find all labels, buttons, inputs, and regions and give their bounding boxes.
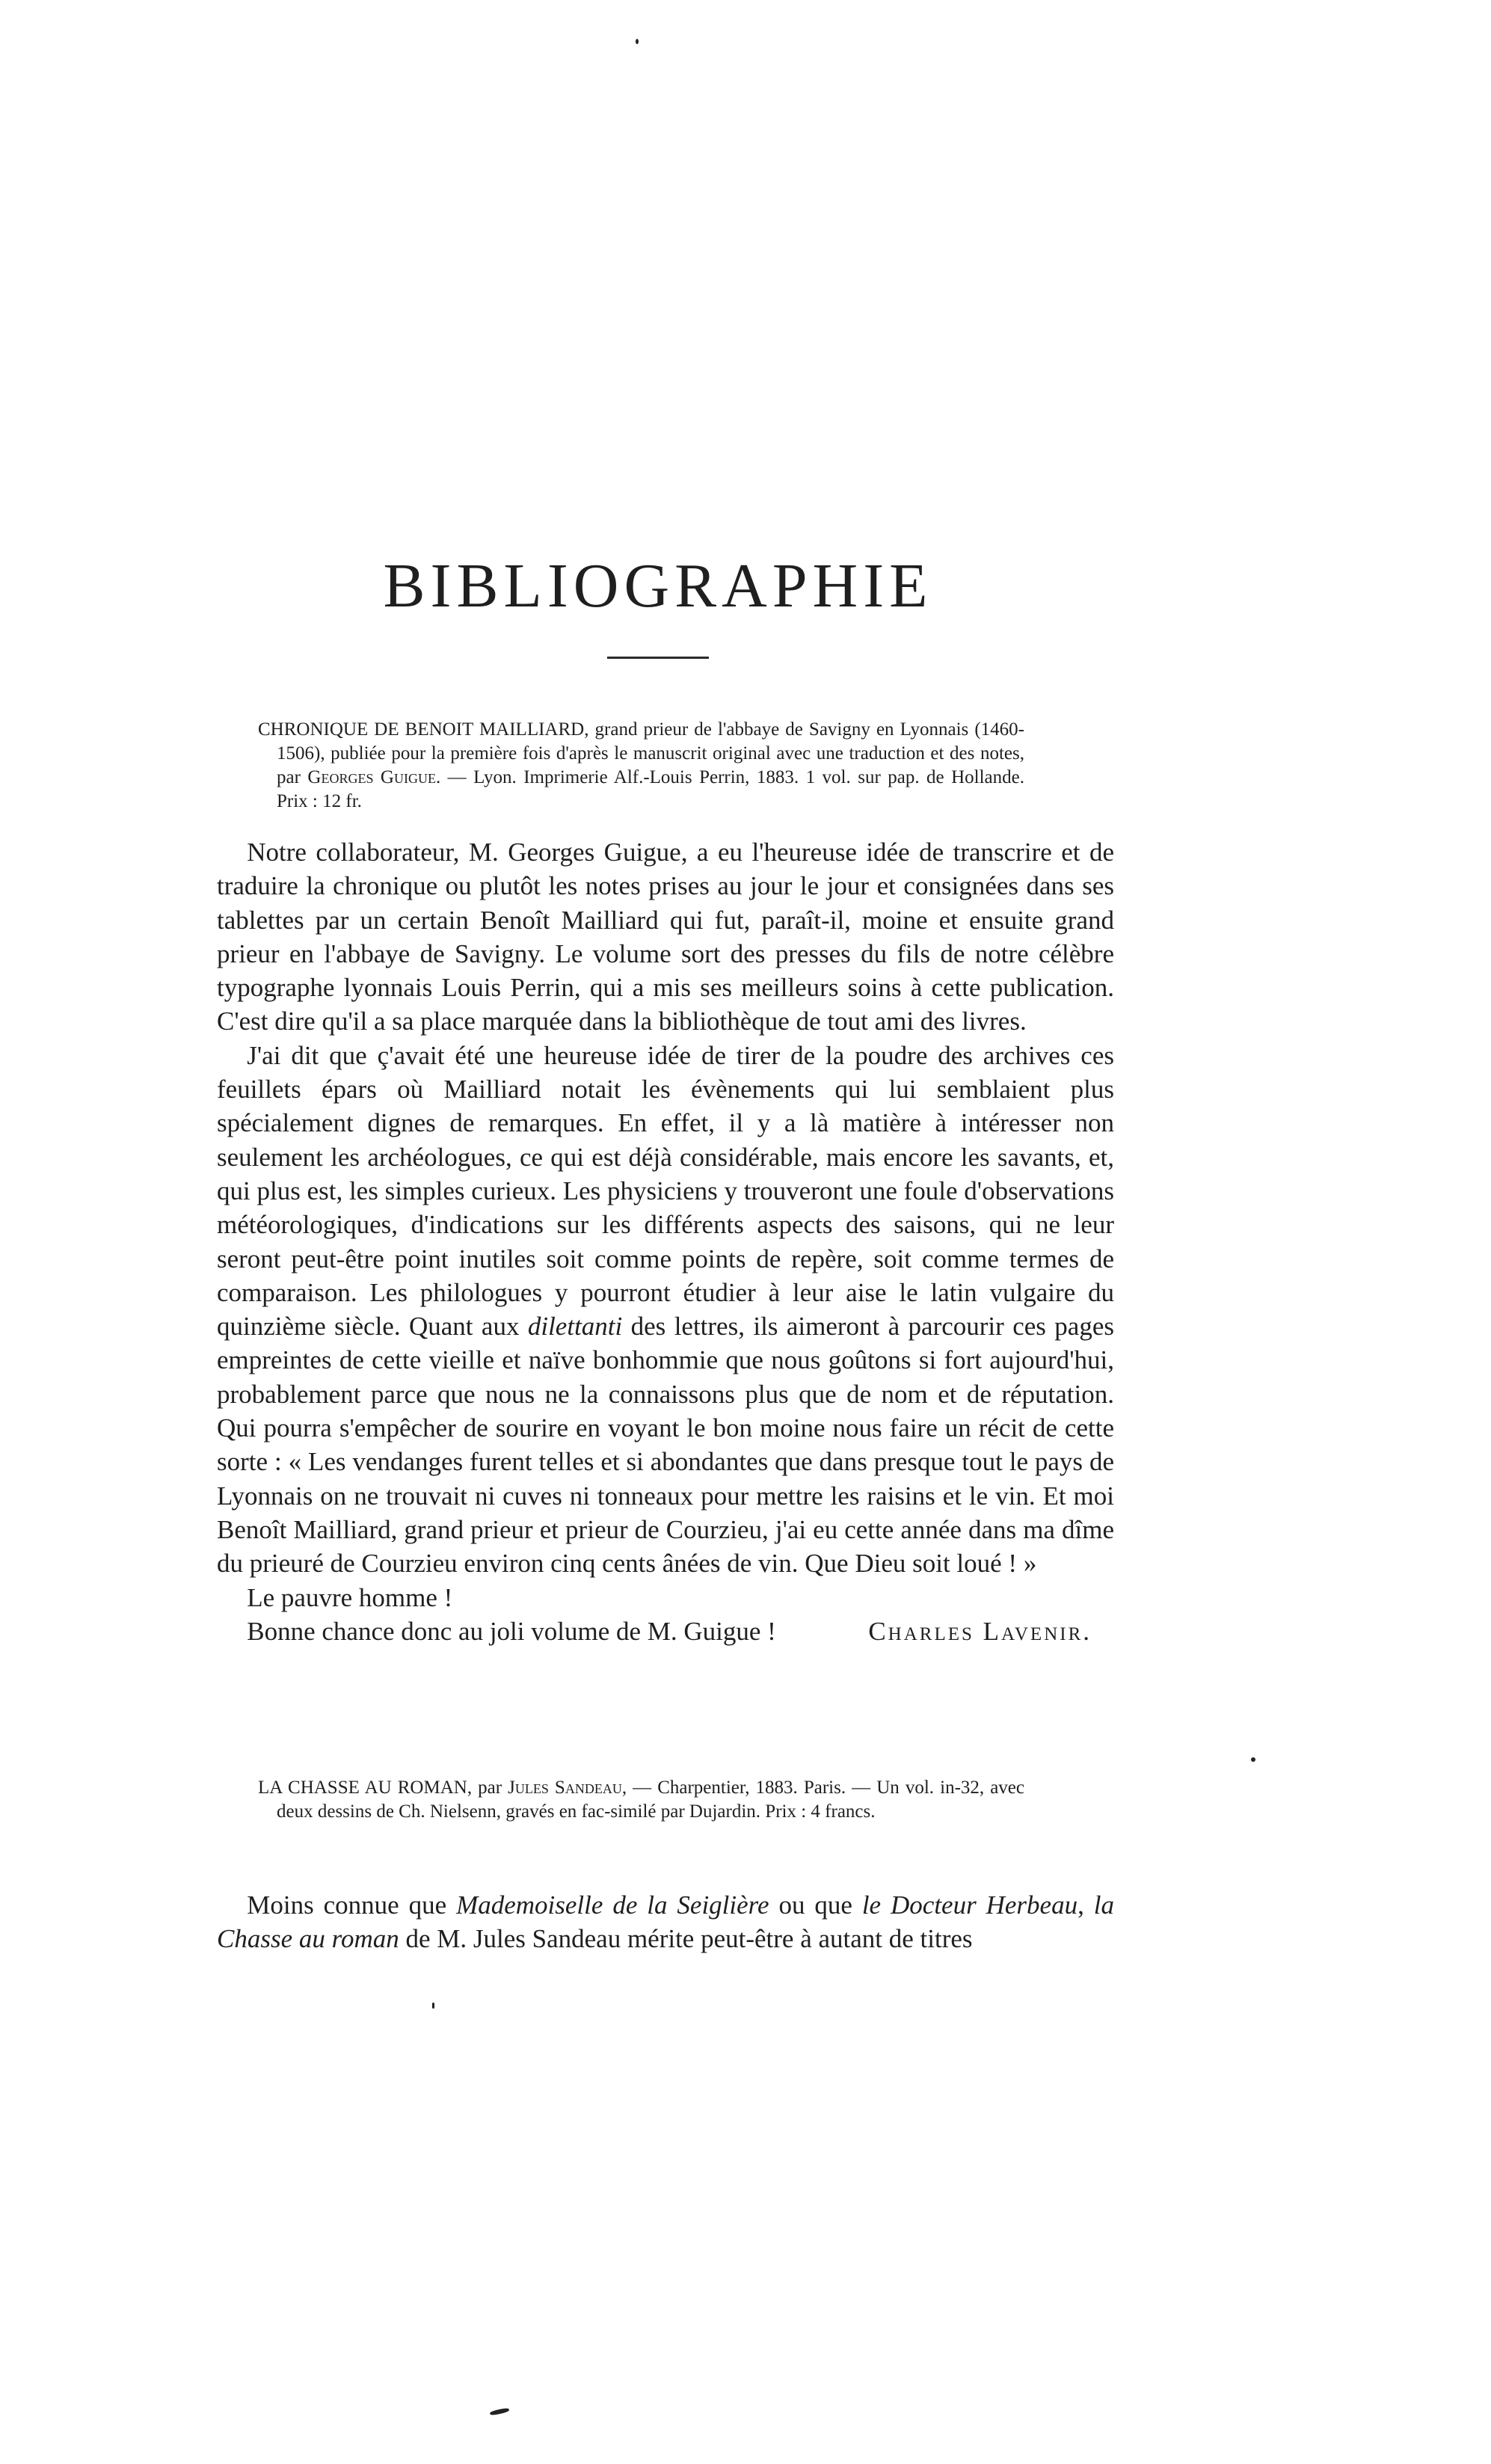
book-byline: , par	[467, 1778, 508, 1798]
book-title: CHRONIQUE DE BENOIT MAILLIARD	[258, 719, 585, 740]
ink-speck	[636, 39, 639, 44]
review-paragraph: Le pauvre homme !	[247, 1582, 453, 1612]
review-paragraph: Notre collaborateur, M. Georges Guigue, a eu l'heureuse idée de transcrire et de traduire la chronique ou plutôt les notes prises au jour le jour et consignées dans ses tablettes par un certain Benoît Mailliard qui fut, paraît-il, moine et ensuite grand prieur en l'abbaye de Savigny. Le volume sort des presses du fils de notre célèbre typographe lyonnais Louis Perrin, qui a mis ses meilleurs soins à cette publication. C'est dire qu'il a sa place marquée dans la bibliothèque de tout ami des livres.	[217, 838, 1114, 1036]
review-text-run: Moins connue que	[247, 1890, 457, 1920]
review-italic-title: la Chasse au roman	[217, 1890, 1114, 1954]
review-body	[217, 1888, 1114, 1956]
review-body	[217, 835, 1114, 1648]
book-title: LA CHASSE AU ROMAN	[258, 1778, 467, 1798]
page-title: BIBLIOGRAPHIE	[383, 551, 933, 621]
book-description: , grand prieur de l'abbaye de Savigny en Lyonnais (1460-1506), publiée pour la première fois d'après le manuscrit original avec une traduction et des notes, par	[277, 719, 1025, 787]
book-author: Jules Sandeau	[508, 1778, 622, 1798]
review-text-run: de M. Jules Sandeau mérite peut-être à autant de titres	[399, 1924, 973, 1954]
reviewer-signature: Charles Lavenir.	[868, 1616, 1092, 1646]
review-text-run: J'ai dit que ç'avait été une heureuse idée de tirer de la poudre des archives ces feuillets épars où Mailliard notait les évènements qui lui semblaient plus spécialement dignes de remarques. En effet, il y a là matière à intéresser non seulement les archéologues, ce qui est déjà considérable, mais encore les savants, et, qui plus est, les simples curieux. Les physiciens y trouveront une foule d'observations météorologiques, d'indications sur les différents aspects des saisons, qui ne leur seront peut-être point inutiles soit comme points de repère, soit comme termes de comparaison. Les philologues y pourront étudier à leur aise le latin vulgaire du quinzième siècle. Quant aux	[217, 1040, 1114, 1342]
ink-speck	[490, 2407, 510, 2415]
review-text-run: ou que	[769, 1890, 862, 1920]
ink-speck	[1251, 1757, 1255, 1762]
ink-speck	[432, 2003, 434, 2009]
review-italic-term: dilettanti	[527, 1312, 623, 1342]
title-rule	[607, 657, 709, 659]
closing-text: Bonne chance donc au joli volume de M. Guigue !	[247, 1616, 776, 1646]
entry-heading	[258, 1776, 1024, 1824]
review-italic-title: Mademoiselle de la Seiglière	[456, 1890, 769, 1920]
book-imprint: , — Charpentier, 1883. Paris. — Un vol. in-32, avec deux dessins de Ch. Nielsenn, gravés en fac-similé par Dujardin. Prix : 4 francs.	[277, 1778, 1025, 1822]
book-imprint: . — Lyon. Imprimerie Alf.-Louis Perrin, 1883. 1 vol. sur pap. de Hollande. Prix : 12 fr.	[277, 767, 1024, 811]
entry-heading	[258, 718, 1024, 814]
review-text-run: des lettres, ils aimeront à parcourir ces pages empreintes de cette vieille et naïve bonhommie que nous goûtons si fort aujourd'hui, probablement parce que nous ne la connaissons plus que de nom et de réputation. Qui pourra s'empêcher de sourire en voyant le bon moine nous faire un récit de cette sorte : « Les vendanges furent telles et si abondantes que dans presque tout le pays de Lyonnais on ne trouvait ni cuves ni tonneaux pour mettre les raisins et le vin. Et moi Benoît Mailliard, grand prieur et prieur de Courzieu, j'ai eu cette année dans ma dîme du prieuré de Courzieu environ cinq cents ânées de vin. Que Dieu soit loué ! »	[217, 1312, 1114, 1579]
closing-line	[217, 1614, 1114, 1648]
review-paragraph	[217, 1888, 1114, 1956]
review-paragraph	[217, 1039, 1114, 1581]
review-italic-title: le Docteur Herbeau	[861, 1890, 1078, 1920]
review-text-run: ,	[1077, 1890, 1094, 1920]
book-editor: Georges Guigue	[307, 767, 436, 787]
